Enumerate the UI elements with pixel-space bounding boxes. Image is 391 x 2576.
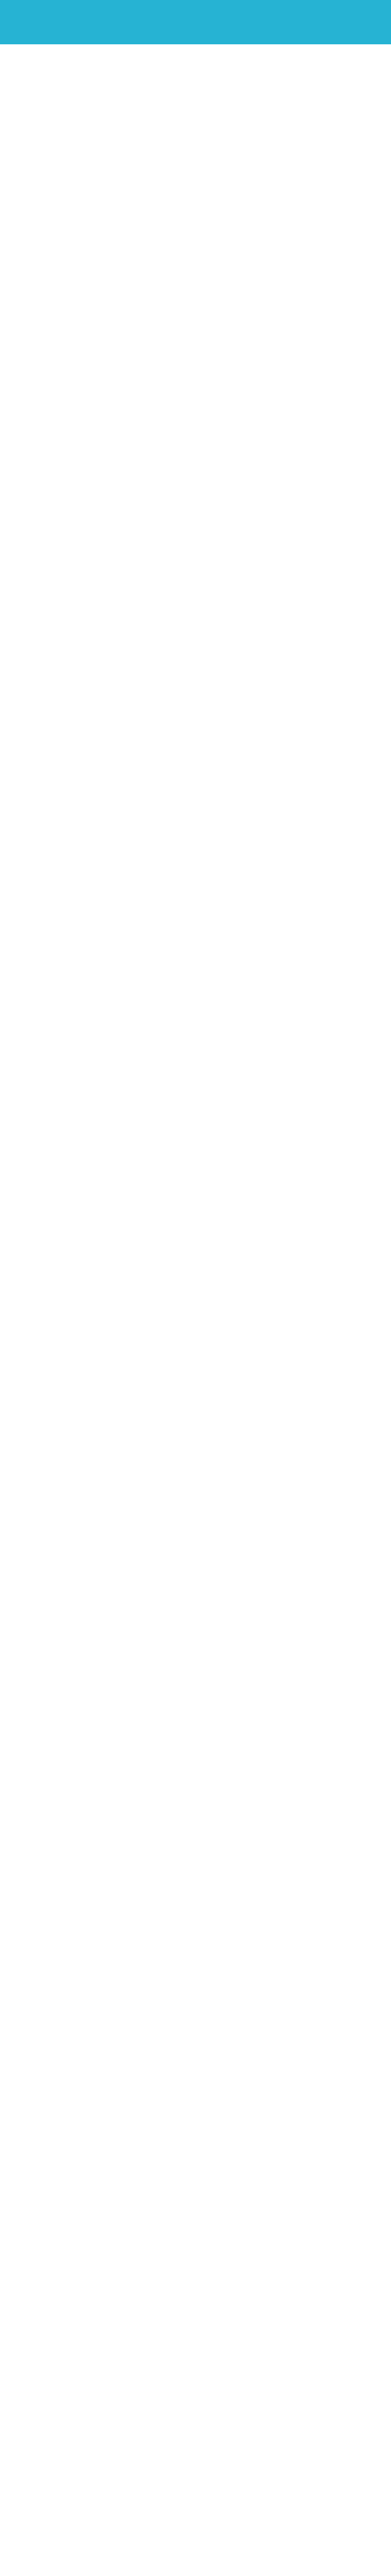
advantages-title — [8, 465, 369, 474]
infos-paragraph — [8, 391, 369, 400]
hebergement-intro — [8, 938, 369, 947]
intro-block — [8, 47, 383, 57]
infos-paragraph — [8, 409, 369, 418]
info-title — [8, 511, 369, 520]
day-4 — [8, 178, 383, 197]
infos-paragraph — [8, 372, 369, 381]
categorie-value — [8, 1014, 369, 1023]
infos-paragraph — [8, 335, 369, 344]
day-text — [8, 217, 369, 227]
intro-paragraph — [8, 47, 369, 57]
location-intro — [8, 585, 369, 595]
categorie-section — [8, 1014, 383, 1023]
day-text — [8, 128, 369, 137]
day-text — [8, 277, 369, 286]
location-title — [8, 567, 369, 576]
day-6 — [8, 238, 383, 257]
day-5 — [8, 208, 383, 227]
hebergement-note — [8, 993, 369, 1003]
infos-paragraph — [8, 428, 369, 437]
day-text — [8, 247, 369, 257]
infos-paragraph — [8, 353, 369, 363]
day-text — [8, 98, 369, 107]
conditions-title — [8, 715, 369, 724]
infos-section — [8, 298, 383, 1003]
day-text — [8, 188, 369, 197]
day-1 — [8, 89, 383, 107]
infos-paragraph — [8, 316, 369, 326]
day-3 — [8, 148, 383, 167]
descriptif-paragraph — [8, 68, 369, 77]
hebergement-title — [8, 919, 369, 928]
day-7 — [8, 268, 383, 286]
regulation-title — [8, 298, 369, 307]
infos-paragraph — [8, 446, 369, 455]
day-text — [8, 158, 369, 167]
location-note — [8, 632, 369, 641]
main-content — [0, 47, 391, 2576]
descriptif-section — [8, 68, 383, 77]
title-band — [0, 0, 391, 44]
not-included-title — [8, 669, 369, 678]
day-2 — [8, 118, 383, 137]
